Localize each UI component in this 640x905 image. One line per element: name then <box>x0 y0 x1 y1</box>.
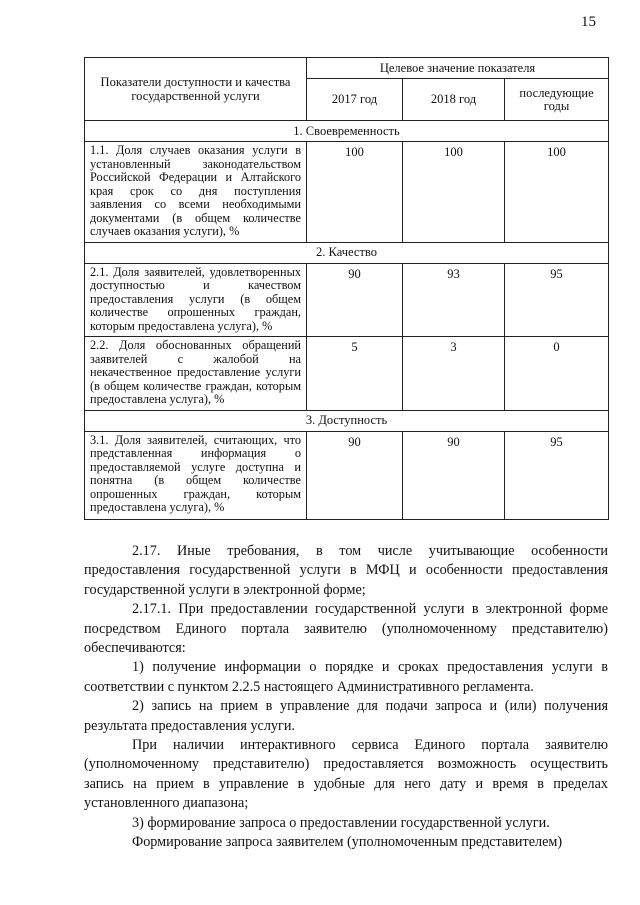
value-2018: 100 <box>403 142 505 243</box>
value-2017: 90 <box>307 263 403 337</box>
table-row <box>85 431 609 519</box>
header-year-2017: 2017 год <box>307 79 403 121</box>
section-title-accessibility: 3. Доступность <box>85 410 609 431</box>
paragraph: 3) формирование запроса о предоставлении государственной услуги. <box>132 814 550 831</box>
table-row <box>85 263 609 337</box>
indicator-desc: 1.1. Доля случаев оказания услуги в установленный законодательством Российской Федерации и Алтайского края срок со дня поступления заявления со всеми необходимыми документами (в общем количестве случаев оказания услуги), % <box>85 142 307 243</box>
value-next: 95 <box>505 263 609 337</box>
paragraph: 1) получение информации о порядке и сроках предоставления услуги в соответствии с пунктом 2.2.5 настоящего Административного регламента. <box>84 659 608 695</box>
paragraph: 2.17. Иные требования, в том числе учитывающие особенности предоставления государственной услуги в МФЦ и особенности предоставления государственной услуги в электронной форме; <box>84 543 608 598</box>
table-row <box>85 337 609 411</box>
section-title-quality: 2. Качество <box>85 242 609 263</box>
value-next: 0 <box>505 337 609 411</box>
page-number: 15 <box>581 14 596 30</box>
header-target: Целевое значение показателя <box>307 58 609 79</box>
section-row <box>85 242 609 263</box>
value-2018: 3 <box>403 337 505 411</box>
body-text <box>84 542 608 853</box>
paragraph: Формирование запроса заявителем (уполномоченным представителем) <box>132 834 563 851</box>
value-2018: 93 <box>403 263 505 337</box>
indicators-table <box>84 57 609 520</box>
value-next: 95 <box>505 431 609 519</box>
value-2018: 90 <box>403 431 505 519</box>
value-next: 100 <box>505 142 609 243</box>
table-row <box>85 142 609 243</box>
indicator-desc: 2.1. Доля заявителей, удовлетворенных доступностью и качеством предоставления услуги (в общем количестве опрошенных граждан, которым предоставлена услуга), % <box>85 263 307 337</box>
indicator-desc: 2.2. Доля обоснованных обращений заявителей с жалобой на некачественное предоставление услуги (в общем количестве граждан, которым предоставлена услуга), % <box>85 337 307 411</box>
header-indicator: Показатели доступности и качества государственной услуги <box>85 58 307 121</box>
table-header-row <box>85 58 609 79</box>
header-year-next: последующие годы <box>505 79 609 121</box>
paragraph: 2.17.1. При предоставлении государственной услуги в электронной форме посредством Единого портала заявителю (уполномоченному представителю) обеспечиваются: <box>84 601 608 657</box>
section-row <box>85 121 609 142</box>
indicator-desc: 3.1. Доля заявителей, считающих, что представленная информация о предоставляемой услуге доступна и понятна (в общем количестве опрошенных граждан, которым предоставлена услуга), % <box>85 431 307 519</box>
paragraph: 2) запись на прием в управление для подачи запроса и (или) получения результата предоставления услуги. <box>84 698 608 734</box>
paragraph: При наличии интерактивного сервиса Единого портала заявителю (уполномоченному представителю) предоставляется возможность осуществить запись на прием в управление в удобные для него дату и время в пределах установленного диапазона; <box>84 737 608 812</box>
value-2017: 100 <box>307 142 403 243</box>
section-title-timeliness: 1. Своевременность <box>85 121 609 142</box>
header-year-2018: 2018 год <box>403 79 505 121</box>
value-2017: 90 <box>307 431 403 519</box>
section-row <box>85 410 609 431</box>
value-2017: 5 <box>307 337 403 411</box>
